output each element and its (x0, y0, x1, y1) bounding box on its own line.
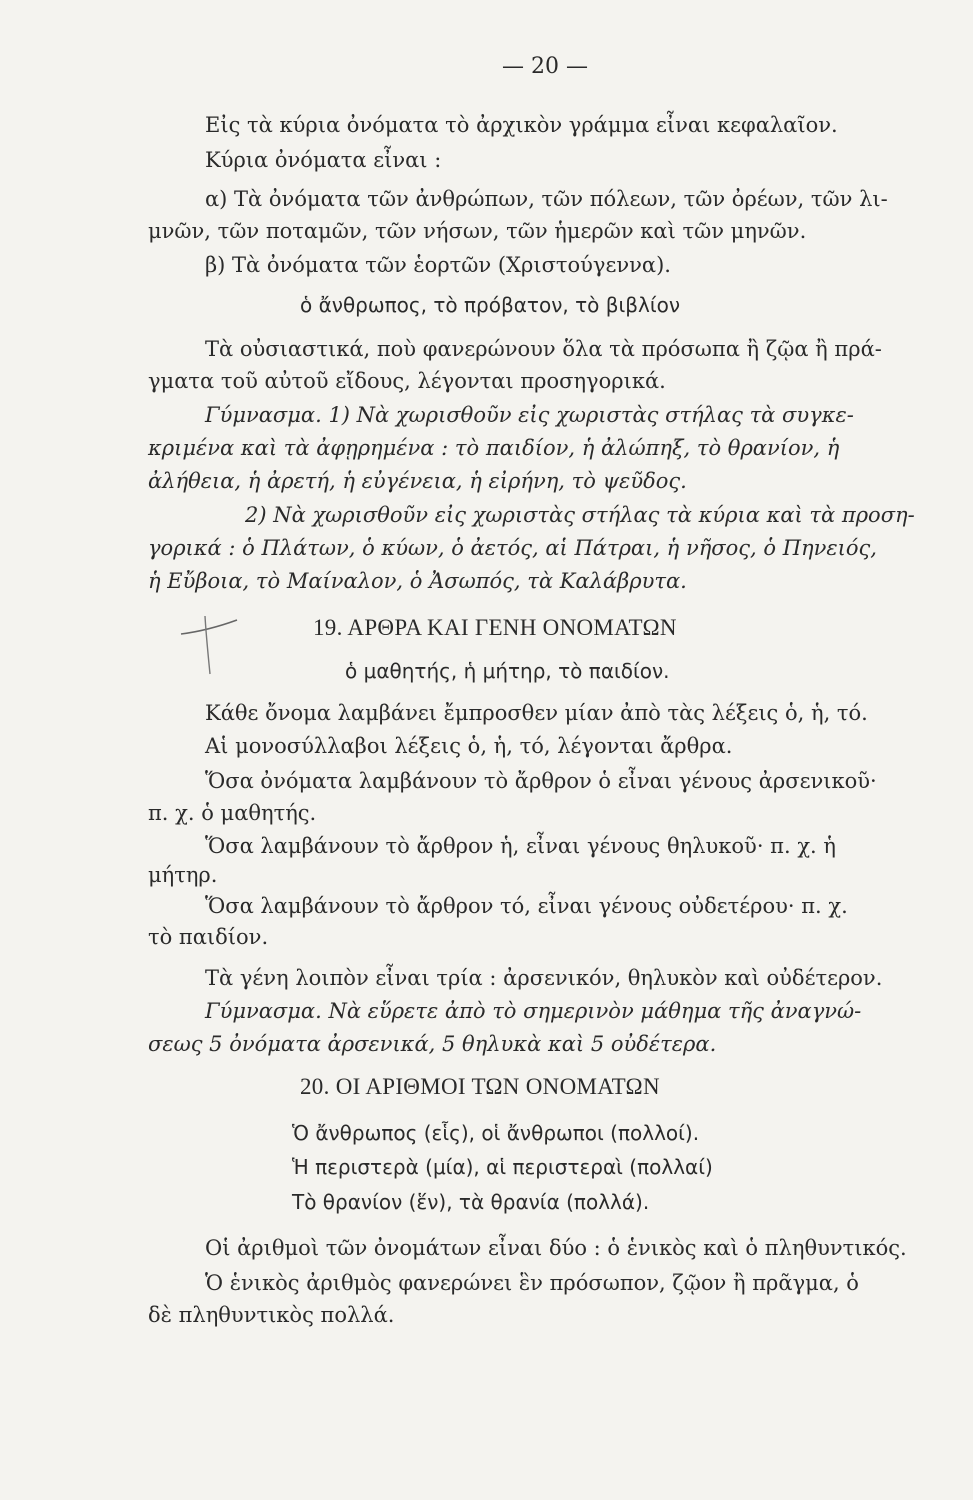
exercise-1-line-1: Γύμνασμα. 1) Νὰ χωρισθοῦν εἰς χωριστὰς στήλας τὰ συγκε- (205, 403, 854, 427)
text-line-6: Τὰ οὐσιαστικά, ποὺ φανερώνουν ὅλα τὰ πρόσωπα ἢ ζῷα ἢ πρά- (205, 337, 882, 361)
pen-mark (175, 612, 245, 678)
text-line-8: Κάθε ὄνομα λαμβάνει ἔμπροσθεν μίαν ἀπὸ τὰς λέξεις ὁ, ἡ, τό. (205, 701, 868, 725)
text-line-19: δὲ πληθυντικὸς πολλά. (148, 1303, 395, 1327)
example-line-3: Ὁ ἄνθρωπος (εἷς), οἱ ἄνθρωποι (πολλοί). (292, 1121, 700, 1145)
text-line-18: Ὁ ἑνικὸς ἀριθμὸς φανερώνει ἓν πρόσωπον, ζῷον ἢ πρᾶγμα, ὁ (205, 1271, 859, 1295)
exercise-2-line-3: ἡ Εὔβοια, τὸ Μαίναλον, ὁ Ἀσωπός, τὰ Καλάβρυτα. (148, 569, 687, 593)
example-line-1: ὁ ἄνθρωπος, τὸ πρόβατον, τὸ βιβλίον (300, 293, 681, 317)
text-line-13: μήτηρ. (148, 863, 218, 887)
text-line-7: γματα τοῦ αὐτοῦ εἴδους, λέγονται προσηγορικά. (148, 369, 666, 393)
text-line-3: α) Τὰ ὀνόματα τῶν ἀνθρώπων, τῶν πόλεων, τῶν ὀρέων, τῶν λι- (205, 187, 888, 211)
text-line-14: Ὅσα λαμβάνουν τὸ ἄρθρον τό, εἶναι γένους οὐδετέρου· π. χ. (205, 894, 848, 918)
exercise-1-line-3: ἀλήθεια, ἡ ἀρετή, ἡ εὐγένεια, ἡ εἰρήνη, τὸ ψεῦδος. (148, 469, 687, 493)
page-number: — 20 — (502, 54, 588, 79)
text-line-17: Οἱ ἀριθμοὶ τῶν ὀνομάτων εἶναι δύο : ὁ ἑνικὸς καὶ ὁ πληθυντικός. (205, 1236, 907, 1260)
section-heading-20: 20. ΟΙ ΑΡΙΘΜΟΙ ΤΩΝ ΟΝΟΜΑΤΩΝ (300, 1074, 660, 1099)
text-line-10: Ὅσα ὀνόματα λαμβάνουν τὸ ἄρθρον ὁ εἶναι γένους ἀρσενικοῦ· (205, 769, 877, 793)
exercise-3-line-2: σεως 5 ὀνόματα ἀρσενικά, 5 θηλυκὰ καὶ 5 οὐδέτερα. (148, 1032, 717, 1056)
example-line-4: Ἡ περιστερὰ (μία), αἱ περιστεραὶ (πολλαί) (292, 1155, 713, 1179)
example-line-5: Τὸ θρανίον (ἕν), τὰ θρανία (πολλά). (292, 1190, 650, 1214)
text-line-15: τὸ παιδίον. (148, 925, 269, 949)
text-line-2: Κύρια ὀνόματα εἶναι : (205, 148, 442, 172)
exercise-2-line-1: 2) Νὰ χωρισθοῦν εἰς χωριστὰς στήλας τὰ κύρια καὶ τὰ προση- (245, 503, 915, 527)
section-heading-19: 19. ΑΡΘΡΑ ΚΑΙ ΓΕΝΗ ΟΝΟΜΑΤΩΝ (313, 615, 677, 640)
exercise-1-line-2: κριμένα καὶ τὰ ἀφῃρημένα : τὸ παιδίον, ἡ ἀλώπηξ, τὸ θρανίον, ἡ (148, 436, 840, 460)
text-line-9: Αἱ μονοσύλλαβοι λέξεις ὁ, ἡ, τό, λέγονται ἄρθρα. (205, 734, 733, 758)
text-line-12: Ὅσα λαμβάνουν τὸ ἄρθρον ἡ, εἶναι γένους θηλυκοῦ· π. χ. ἡ (205, 834, 836, 858)
exercise-3-line-1: Γύμνασμα. Νὰ εὕρετε ἀπὸ τὸ σημερινὸν μάθημα τῆς ἀναγνώ- (205, 999, 862, 1023)
text-line-16: Τὰ γένη λοιπὸν εἶναι τρία : ἀρσενικόν, θηλυκὸν καὶ οὐδέτερον. (205, 966, 883, 990)
text-line-1: Εἰς τὰ κύρια ὀνόματα τὸ ἀρχικὸν γράμμα εἶναι κεφαλαῖον. (205, 113, 838, 137)
text-line-4: μνῶν, τῶν ποταμῶν, τῶν νήσων, τῶν ἡμερῶν καὶ τῶν μηνῶν. (148, 219, 807, 243)
text-line-5: β) Τὰ ὀνόματα τῶν ἑορτῶν (Χριστούγεννα). (205, 253, 671, 277)
example-line-2: ὁ μαθητής, ἡ μήτηρ, τὸ παιδίον. (345, 659, 670, 683)
exercise-2-line-2: γορικά : ὁ Πλάτων, ὁ κύων, ὁ ἀετός, αἱ Πάτραι, ἡ νῆσος, ὁ Πηνειός, (148, 536, 877, 560)
text-line-11: π. χ. ὁ μαθητής. (148, 801, 317, 825)
